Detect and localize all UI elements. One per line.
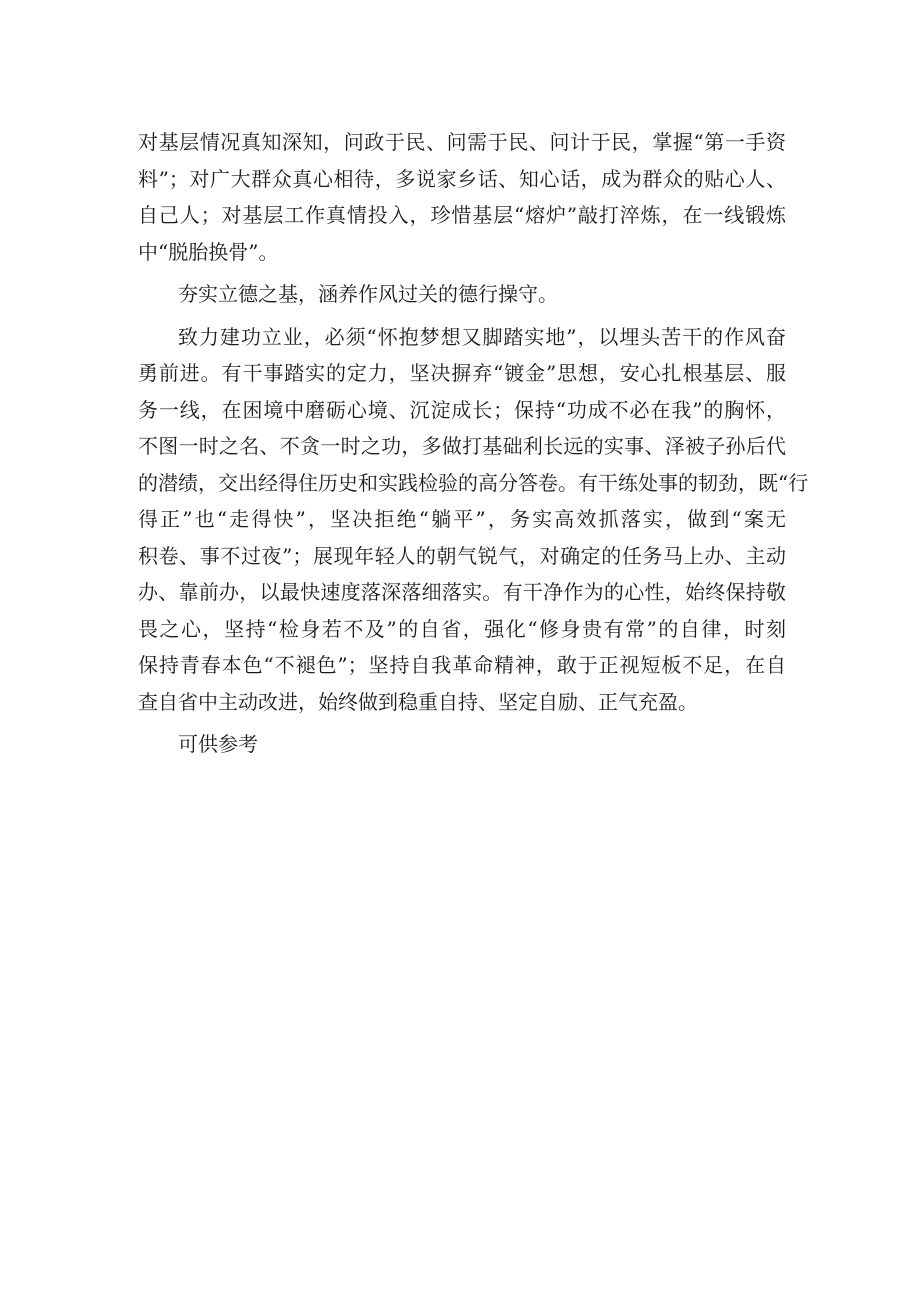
paragraph-1: [138, 124, 786, 270]
text-line: 积卷、事不过夜”；展现年轻人的朝气锐气，对确定的任务马上办、主动: [138, 543, 786, 568]
text-line: 查自省中主动改进，始终做到稳重自持、坚定自励、正气充盈。: [138, 689, 698, 714]
text-line: 致力建功立业，必须“怀抱梦想又脚踏实地”，以埋头苦干的作风奋: [178, 324, 786, 349]
document-body: [138, 124, 809, 769]
text-line: 畏之心，坚持“检身若不及”的自省，强化“修身贵有常”的自律，时刻: [138, 616, 786, 641]
text-line: 对基层情况真知深知，问政于民、问需于民、问计于民，掌握“第一手资: [138, 130, 786, 154]
text-line: 办、靠前办，以最快速度落深落细落实。有干净作为的心性，始终保持敬: [138, 580, 786, 604]
text-line: 勇前进。有干事踏实的定力，坚决摒弃“镀金”思想，安心扎根基层、服: [138, 361, 786, 385]
paragraph-4-closing: [138, 726, 786, 763]
text-line: 夯实立德之基，涵养作风过关的德行操守。: [178, 282, 558, 306]
text-line: 中“脱胎换骨”。: [138, 239, 279, 264]
text-line: 务一线，在困境中磨砺心境、沉淀成长；保持“功成不必在我”的胸怀，: [138, 397, 786, 422]
text-line: 自己人；对基层工作真情投入，珍惜基层“熔炉”敲打淬炼，在一线锻炼: [138, 203, 786, 227]
text-line: 的潜绩，交出经得住历史和实践检验的高分答卷。有干练处事的韧劲，既“行: [138, 470, 809, 495]
text-line: 保持青春本色“不褪色”；坚持自我革命精神，敢于正视短板不足，在自: [138, 653, 786, 677]
text-line: 不图一时之名、不贪一时之功，多做打基础利长远的实事、泽被子孙后代: [138, 434, 786, 458]
paragraph-3: [138, 319, 809, 721]
text-line: 料”；对广大群众真心相待，多说家乡话、知心话，成为群众的贴心人、: [138, 166, 786, 191]
text-line: 可供参考: [178, 732, 258, 756]
text-line: 得正”也“走得快”，坚决拒绝“躺平”，务实高效抓落实，做到“案无: [138, 507, 786, 531]
paragraph-2-heading: [138, 276, 786, 313]
